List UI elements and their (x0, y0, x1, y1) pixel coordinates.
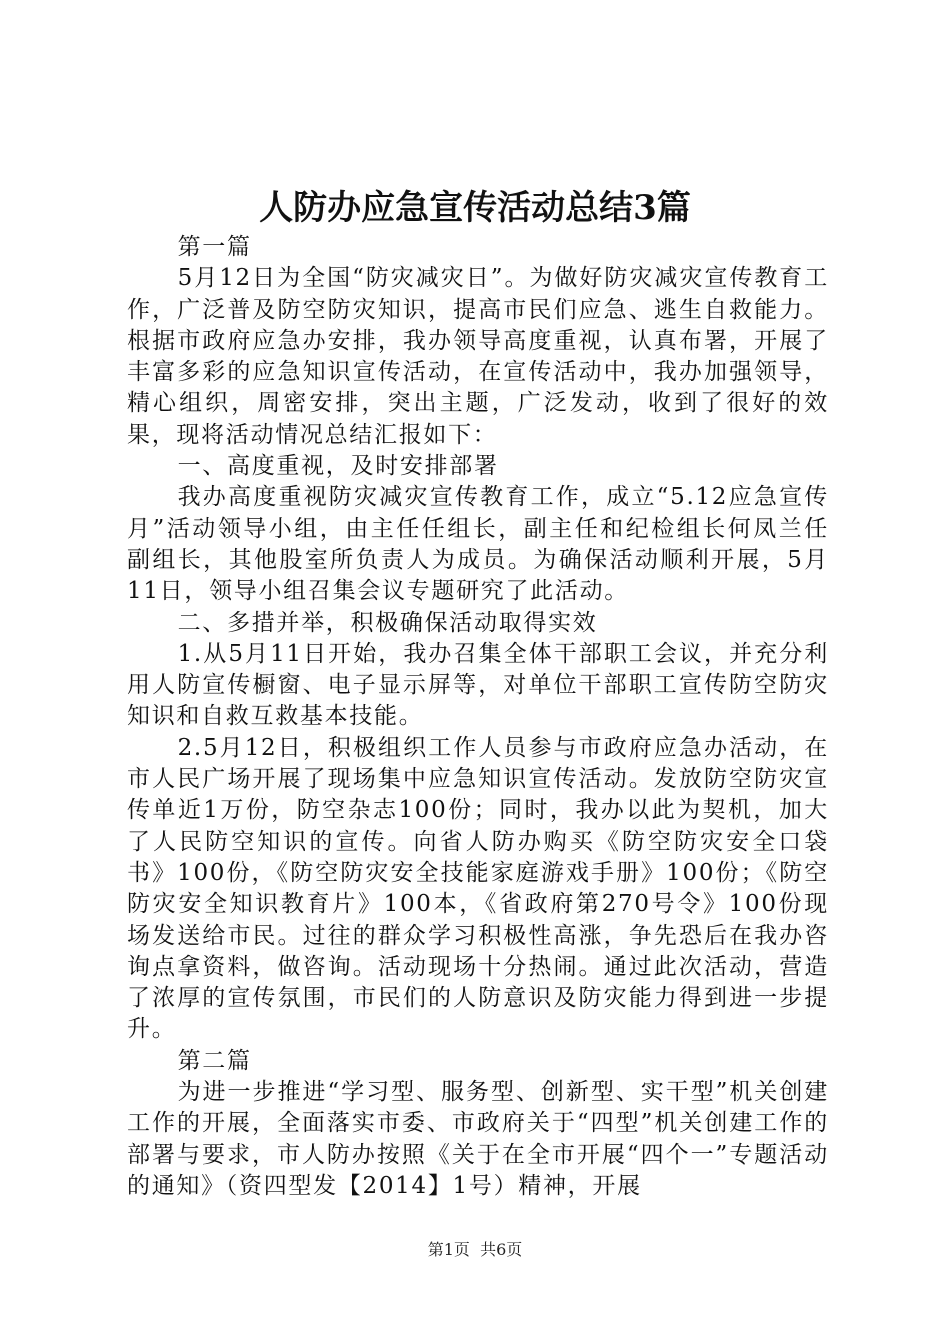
page-number: 第1页 (427, 1240, 470, 1259)
document-body (127, 232, 829, 1202)
paragraph-intro: 5月12日为全国“防灾减灾日”。为做好防灾减灾宣传教育工作，广泛普及防空防灾知识，提高市民们应急、逃生自救能力。根据市政府应急办安排，我办领导高度重视，认真布署，开展了丰富多彩的应急知识宣传活动，在宣传活动中，我办加强领导，精心组织，周密安排，突出主题，广泛发动，收到了很好的效果，现将活动情况总结汇报如下： (127, 265, 829, 448)
subheading-1: 一、高度重视，及时安排部署 (177, 453, 499, 480)
paragraph-item-2: 2.5月12日，积极组织工作人员参与市政府应急办活动，在市人民广场开展了现场集中应急知识宣传活动。发放防空防灾宣传单近1万份，防空杂志100份；同时，我办以此为契机，加大了人民防空知识的宣传。向省人防办购买《防空防灾安全口袋书》100份，《防空防灾安全技能家庭游戏手册》100份；《防空防灾安全知识教育片》100本，《省政府第270号令》100份现场发送给市民。过往的群众学习积极性高涨，争先恐后在我办咨询点拿资料，做咨询。活动现场十分热闹。通过此次活动，营造了浓厚的宣传氛围，市民们的人防意识及防灾能力得到进一步提升。 (127, 734, 829, 1043)
paragraph-leadership: 我办高度重视防灾减灾宣传教育工作，成立“5.12应急宣传月”活动领导小组，由主任任组长，副主任和纪检组长何凤兰任副组长，其他股室所负责人为成员。为确保活动顺利开展，5月11日，领导小组召集会议专题研究了此活动。 (127, 484, 829, 605)
paragraph-item-1: 1.从5月11日开始，我办召集全体干部职工会议，并充分利用人防宣传橱窗、电子显示屏等，对单位干部职工宣传防空防灾知识和自救互救基本技能。 (127, 640, 829, 730)
page-total: 共6页 (480, 1240, 523, 1259)
section-heading-2: 第二篇 (177, 1047, 252, 1074)
subheading-2: 二、多措并举，积极确保活动取得实效 (177, 609, 598, 636)
section-heading-1: 第一篇 (177, 234, 252, 260)
page-footer (0, 1238, 950, 1262)
document-title: 人防办应急宣传活动总结3篇 (259, 188, 691, 228)
paragraph-second-intro: 为进一步推进“学习型、服务型、创新型、实干型”机关创建工作的开展，全面落实市委、市政府关于“四型”机关创建工作的部署与要求，市人防办按照《关于在全市开展“四个一”专题活动的通知》（资四型发【2014】1号）精神，开展 (127, 1079, 829, 1199)
